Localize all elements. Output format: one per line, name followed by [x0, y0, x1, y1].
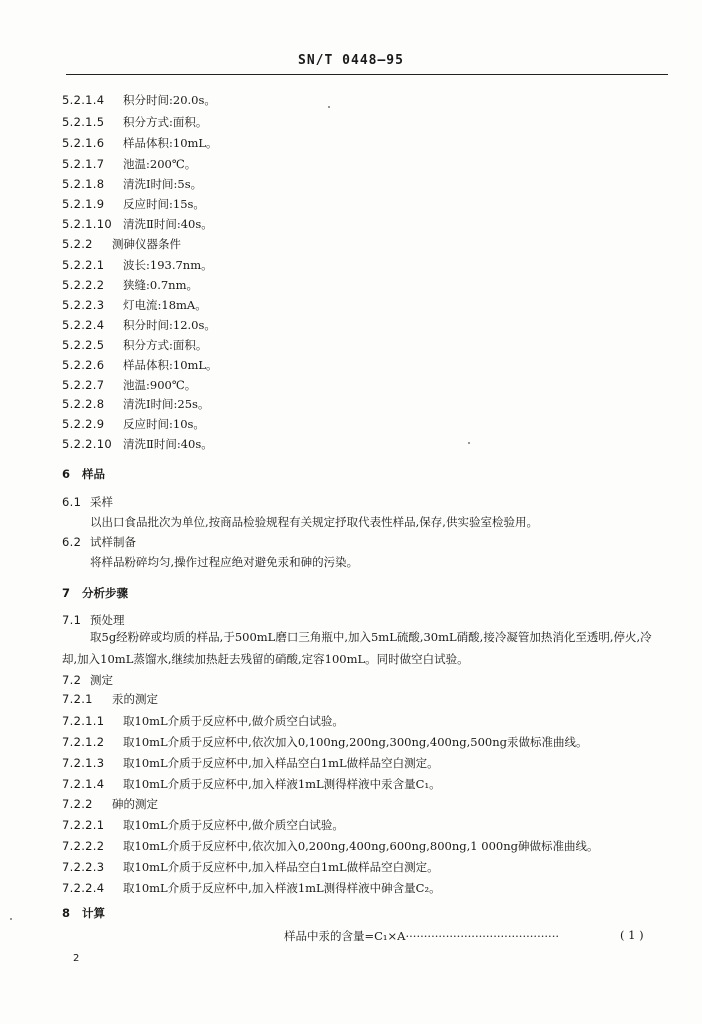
subsection-heading: 5.2.2 测砷仪器条件	[62, 237, 181, 251]
scan-speck	[328, 106, 330, 108]
list-item: 7.2.1.3 取10mL介质于反应杯中,加入样品空白1mL做样品空白测定。	[62, 756, 439, 770]
list-item: 5.2.2.10 清洗Ⅱ时间:40s。	[62, 437, 213, 451]
list-item: 5.2.2.8 清洗Ⅰ时间:25s。	[62, 397, 210, 411]
list-item: 7.2.1.1 取10mL介质于反应杯中,做介质空白试验。	[62, 714, 344, 728]
list-item: 7.2.2.1 取10mL介质于反应杯中,做介质空白试验。	[62, 818, 344, 832]
page-number: 2	[73, 953, 80, 964]
list-item: 5.2.2.3 灯电流:18mA。	[62, 298, 207, 312]
list-item: 7.2.2.3 取10mL介质于反应杯中,加入样品空白1mL做样品空白测定。	[62, 860, 439, 874]
paragraph: 将样品粉碎均匀,操作过程应绝对避免汞和砷的污染。	[90, 555, 359, 569]
subsection-heading: 6.2 试样制备	[62, 535, 136, 549]
list-item: 5.2.2.5 积分方式:面积。	[62, 338, 208, 352]
subsection-heading: 7.2.1 汞的测定	[62, 692, 158, 706]
paragraph: 取5g经粉碎或均质的样品,于500mL磨口三角瓶中,加入5mL硫酸,30mL硝酸,接冷凝管加热消化至透明,停火,冷却,加入10mL蒸馏水,继续加热赶去残留的硝酸,定容100mL。同时做空白试验。	[62, 630, 652, 666]
section-heading: 8 计算	[62, 906, 105, 920]
list-item: 5.2.1.6 样品体积:10mL。	[62, 136, 218, 150]
subsection-heading: 7.2 测定	[62, 673, 113, 687]
subsection-heading: 7.2.2 砷的测定	[62, 797, 158, 811]
scan-speck	[10, 918, 12, 920]
list-item: 5.2.1.9 反应时间:15s。	[62, 197, 205, 211]
formula-text: 样品中汞的含量=C₁×A··········································	[284, 929, 560, 943]
list-item: 7.2.1.2 取10mL介质于反应杯中,依次加入0,100ng,200ng,300ng,400ng,500ng汞做标准曲线。	[62, 735, 588, 749]
subsection-heading: 6.1 采样	[62, 495, 113, 509]
scan-speck	[468, 442, 470, 444]
standard-code-header: SN/T 0448—95	[298, 53, 404, 68]
list-item: 7.2.1.4 取10mL介质于反应杯中,加入样液1mL测得样液中汞含量C₁。	[62, 777, 441, 791]
list-item: 7.2.2.4 取10mL介质于反应杯中,加入样液1mL测得样液中砷含量C₂。	[62, 881, 441, 895]
list-item: 5.2.1.8 清洗Ⅰ时间:5s。	[62, 177, 203, 191]
list-item: 5.2.2.4 积分时间:12.0s。	[62, 318, 216, 332]
formula	[284, 928, 644, 944]
list-item: 5.2.1.4 积分时间:20.0s。	[62, 93, 216, 107]
list-item: 7.2.2.2 取10mL介质于反应杯中,依次加入0,200ng,400ng,600ng,800ng,1 000ng砷做标准曲线。	[62, 839, 599, 853]
list-item: 5.2.2.1 波长:193.7nm。	[62, 258, 213, 272]
equation-number: ( 1 )	[620, 928, 644, 942]
list-item: 5.2.1.5 积分方式:面积。	[62, 115, 208, 129]
list-item: 5.2.2.2 狭缝:0.7nm。	[62, 278, 198, 292]
list-item: 5.2.1.10 清洗Ⅱ时间:40s。	[62, 217, 213, 231]
list-item: 5.2.2.7 池温:900℃。	[62, 378, 197, 392]
list-item: 5.2.2.6 样品体积:10mL。	[62, 358, 218, 372]
list-item: 5.2.2.9 反应时间:10s。	[62, 417, 205, 431]
header-rule	[66, 74, 668, 75]
section-heading: 6 样品	[62, 467, 105, 481]
section-heading: 7 分析步骤	[62, 586, 128, 600]
subsection-heading: 7.1 预处理	[62, 613, 125, 627]
paragraph: 以出口食品批次为单位,按商品检验规程有关规定抒取代表性样品,保存,供实验室检验用。	[90, 515, 538, 529]
list-item: 5.2.1.7 池温:200℃。	[62, 157, 197, 171]
